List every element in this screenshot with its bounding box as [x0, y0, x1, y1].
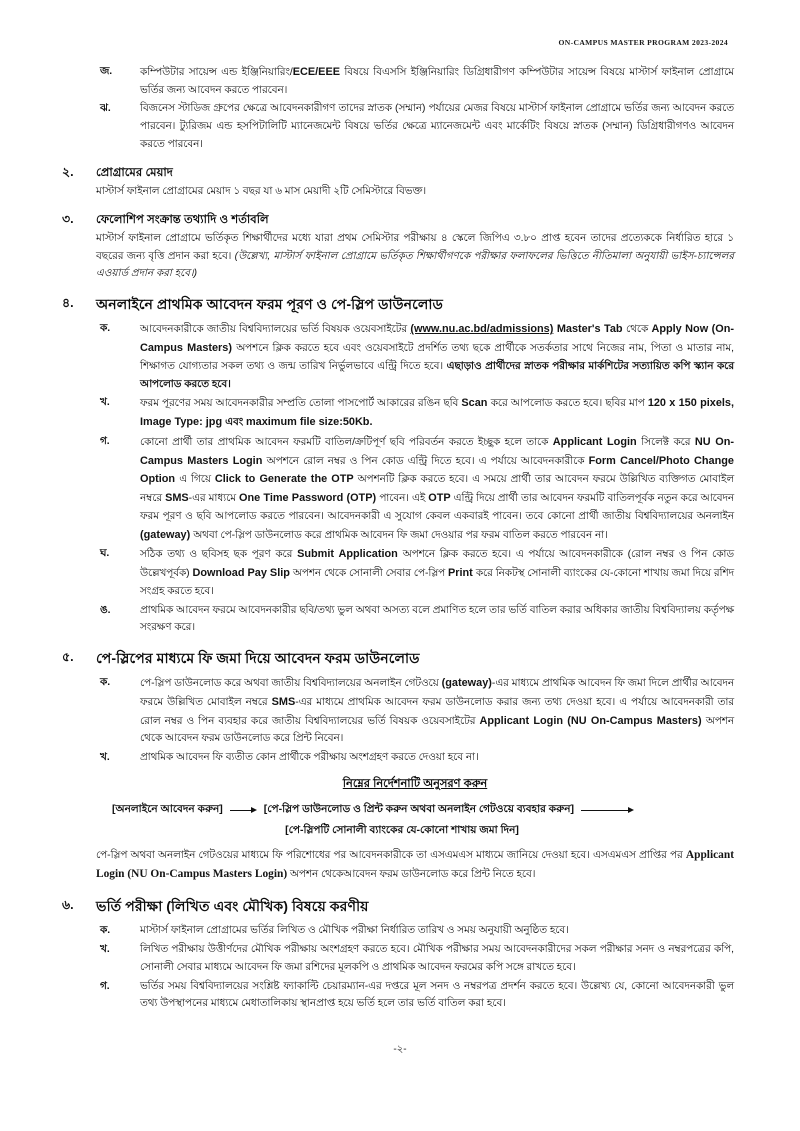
- section-paragraph: মাস্টার্স ফাইনাল প্রোগ্রামে ভর্তিকৃত শিক্ষার্থীদের মধ্যে যারা প্রথম সেমিস্টার পরীক্ষায় ৪ স্কেলে জিপিএ ৩.৮০ প্রাপ্ত হবেন তাদের প্রত্যেককে নির্ধারিত হারে ১ বছরের জন্য বৃত্তি প্রদান করা হবে। (উল্লেখ্য, মাস্টার্স ফাইনাল প্রোগ্রামে ভর্তিকৃত শিক্ষার্থীগণকে পরীক্ষার ফলাফলের ভিত্তিতে নীতিমালা অনুযায়ী ভাইস-চ্যান্সেলর এওয়ার্ড প্রদান করা হবে।): [96, 233, 735, 280]
- arrow-right-icon: [230, 807, 257, 813]
- flow-box-apply-online: [অনলাইনে আবেদন করুন]: [112, 802, 223, 815]
- item-text: বিজনেস স্টাডিজ গ্রুপের ক্ষেত্রে আবেদনকারীগণ তাদের স্নাতক (সম্মান) পর্যায়ের মেজর বিষয়ে মাস্টার্স ফাইনাল প্রোগ্রামে ভর্তির জন্য আবেদন করতে পারবেন। ট্যুরিজম এন্ড হসপিটালিটি ম্যানেজমেন্ট বিষয়ে ভর্তির ক্ষেত্রে ম্যানেজমেন্ট এবং মার্কেটিং বিষয়ে স্নাতক (সম্মান) ডিগ্রিধারীগণও আবেদন করতে পারবেন।: [140, 103, 734, 150]
- flow-box-download-payslip: [পে-স্লিপ ডাউনলোড ও প্রিন্ট করুন অথবা অনলাইন গেটওয়ে ব্যবহার করুন]: [263, 802, 574, 815]
- item-letter: ঝ.: [100, 103, 111, 115]
- list-item: [96, 674, 734, 748]
- arrow-right-icon: [581, 807, 634, 813]
- list-item: [96, 100, 734, 153]
- item-text: ফরম পূরণের সময় আবেদনকারীর সম্প্রতি তোলা পাসপোর্ট আকারের রঙিন ছবি Scan করে আপলোড করতে হবে। ছবির মাপ 120 x 150 pixels, Image Type: jpg এবং maximum file size:50Kb.: [140, 397, 734, 429]
- item-letter: ক.: [100, 677, 111, 689]
- list-item: [96, 433, 734, 544]
- section-title: পে-স্লিপের মাধ্যমে ফি জমা দিয়ে আবেদন ফরম ডাউনলোড: [96, 650, 420, 667]
- list-item: [96, 941, 734, 976]
- list-item: [96, 749, 734, 767]
- item-letter: গ.: [100, 980, 110, 992]
- section-title: অনলাইনে প্রাথমিক আবেদন ফরম পূরণ ও পে-স্লিপ ডাউনলোড: [96, 297, 443, 314]
- item-letter: ঘ.: [100, 548, 110, 560]
- section-fellowship: [62, 211, 734, 284]
- instruction-flowchart: [96, 775, 734, 840]
- section-paragraph: মাস্টার্স ফাইনাল প্রোগ্রামের মেয়াদ ১ বছর যা ৬ মাস মেয়াদী ২টি সেমিস্টারে বিভক্ত।: [96, 185, 427, 197]
- section-admission-test: [62, 897, 734, 920]
- section6-items: [62, 922, 734, 1013]
- list-item: [96, 922, 734, 940]
- section-title: ফেলোশিপ সংক্রান্ত তথ্যাদি ও শর্তাবলি: [96, 212, 269, 226]
- item-letter: জ.: [100, 66, 113, 77]
- item-letter: খ.: [100, 752, 110, 764]
- section-title: ভর্তি পরীক্ষা (লিখিত এবং মৌখিক) বিষয়ে করণীয়: [96, 899, 369, 916]
- list-item: [96, 63, 734, 99]
- section-body: [96, 230, 734, 283]
- list-item: [96, 394, 734, 432]
- list-item: [96, 602, 734, 637]
- section-number: ৩.: [62, 211, 74, 226]
- section-number: ২.: [62, 164, 74, 179]
- flowchart-note: [96, 846, 734, 885]
- item-text: মাস্টার্স ফাইনাল প্রোগ্রামের ভর্তির লিখিত ও মৌখিক পরীক্ষা নির্ধারিত তারিখ ও সময় অনুযায়ী অনুষ্ঠিত হবে।: [140, 925, 569, 937]
- section-title: প্রোগ্রামের মেয়াদ: [96, 165, 173, 179]
- flowchart-row-2: [96, 823, 734, 840]
- item-text: ভর্তির সময় বিশ্ববিদ্যালয়ের সংশ্লিষ্ট ফ্যাকাল্টি চেয়ারম্যান-এর দপ্তরে মূল সনদ ও নম্বরপত্র প্রদর্শন করতে হবে। উল্লেখ্য যে, কোনো আবেদনকারী ভুল তথ্য উপস্থাপনের মাধ্যমে মেধাতালিকায় স্থানপ্রাপ্ত হয়ে ভর্তি হলে তার ভর্তি বাতিল করা হবে।: [140, 980, 734, 1010]
- item-text: লিখিত পরীক্ষায় উত্তীর্ণদের মৌখিক পরীক্ষায় অংশগ্রহণ করতে হবে। মৌখিক পরীক্ষার সময় আবেদনকারীদের সকল পরীক্ষার সনদ ও নম্বরপত্রের কপি, সোনালী সেবার মাধ্যমে আবেদন ফি জমা রশিদের মূলকপি ও প্রাথমিক আবেদন ফরমের কপি সঙ্গে রাখতে হবে।: [140, 944, 734, 973]
- item-letter: ঙ.: [100, 604, 111, 616]
- page-number: -২-: [393, 1044, 407, 1055]
- item-letter: খ.: [100, 944, 110, 956]
- item-text: সঠিক তথ্য ও ছবিসহ ছক পূরণ করে Submit Application অপশনে ক্লিক করতে হবে। এ পর্যায়ে আবেদনকারীকে (রোল নম্বর ও পিন কোড উল্লেখপূর্বক) Download Pay Slip অপশন থেকে সোনালী সেবার পে-স্লিপ Print করে নিকটস্থ সোনালী ব্যাংকের যে-কোনো শাখায় জমা দিয়ে রশিদ সংগ্রহ করতে হবে।: [140, 548, 734, 597]
- item-letter: ক.: [100, 323, 111, 335]
- flowchart-note-text: পে-স্লিপ অথবা অনলাইন গেটওয়ের মাধ্যমে ফি পরিশোধের পর আবেদনকারীকে তা এসএমএস মাধ্যমে জানিয়ে দেওয়া হবে। এসএমএস প্রাপ্তির পর Applicant Login (NU On-Campus Masters Login) অপশন থেকেআবেদন ফরম ডাউনলোড করে প্রিন্ট নিতে হবে।: [96, 848, 734, 881]
- flow-box-submit-bank: [পে-স্লিপটি সোনালী ব্যাংকের যে-কোনো শাখায় জমা দিন]: [285, 823, 519, 836]
- list-item: [96, 320, 734, 393]
- section-number: ৫.: [62, 649, 74, 664]
- section-program-duration: [62, 164, 734, 201]
- item-text: প্রাথমিক আবেদন ফি ব্যতীত কোন প্রার্থীকে পরীক্ষায় অংশগ্রহণ করতে দেওয়া হবে না।: [140, 752, 479, 764]
- section-online-application: [62, 295, 734, 318]
- item-letter: ক.: [100, 925, 111, 937]
- running-header: ON-CAMPUS MASTER PROGRAM 2023-2024: [558, 38, 728, 47]
- section-payslip-download: [62, 649, 734, 672]
- item-text: পে-স্লিপ ডাউনলোড করে অথবা জাতীয় বিশ্ববিদ্যালয়ের অনলাইন গেটওয়ে (gateway)-এর মাধ্যমে প্রাথমিক আবেদন ফি জমা দিলে প্রার্থীর আবেদন ফরমে উল্লিখিত মোবাইল নম্বরে SMS-এর মাধ্যমে প্রাথমিক আবেদন ফরম ডাউনলোড করার জন্য তথ্য দেওয়া হবে। এ পর্যায়ে আবেদনকারী তার রোল নম্বর ও পিন ব্যবহার করে জাতীয় বিশ্ববিদ্যালয়ের ভর্তি বিষয়ক ওয়েবসাইটের Applicant Login (NU On-Campus Masters) অপশন থেকে আবেদন ফরম ডাউনলোড করে প্রিন্ট নিবেন।: [140, 677, 734, 745]
- page-content: [62, 38, 734, 1014]
- section-number: ৬.: [62, 898, 74, 913]
- flowchart-heading: নিম্নের নির্দেশনাটি অনুসরণ করুন: [342, 777, 488, 790]
- item-text: আবেদনকারীকে জাতীয় বিশ্ববিদ্যালয়ের ভর্তি বিষয়ক ওয়েবসাইটের (www.nu.ac.bd/admissions) Master's Tab থেকে Apply Now (On-Campus Masters) অপশনে ক্লিক করতে হবে এবং ওয়েবসাইটে প্রদর্শিত তথ্য ছকে প্রার্থীকে সতর্কতার সাথে নিজের নাম, পিতা ও মাতার নাম, শিক্ষাগত যোগ্যতার সকল তথ্য ও জন্ম তারিখ নির্ভুলভাবে এন্ট্রি দিতে হবে। এছাড়াও প্রার্থীদের স্নাতক পরীক্ষার মার্কশিটের সত্যায়িত কপি স্ক্যান করে আপলোড করতে হবে।: [140, 323, 734, 390]
- item-letter: গ.: [100, 435, 110, 447]
- item-text: কম্পিউটার সায়েন্স এন্ড ইঞ্জিনিয়ারিং/ECE/EEE বিষয়ে বিএসসি ইঞ্জিনিয়ারিং ডিগ্রিধারীগণ কম্পিউটার সায়েন্স বিষয়ে মাস্টার্স ফাইনাল প্রোগ্রামে ভর্তির জন্য আবেদন করতে পারবেন।: [140, 66, 734, 96]
- item-text: প্রাথমিক আবেদন ফরমে আবেদনকারীর ছবি/তথ্য ভুল অথবা অসত্য বলে প্রমাণিত হলে তার ভর্তি বাতিল করার অধিকার জাতীয় বিশ্ববিদ্যালয় কর্তৃপক্ষ সংরক্ষণ করে।: [140, 604, 734, 634]
- item-letter: খ.: [100, 397, 110, 409]
- section5-items: [62, 674, 734, 767]
- list-item: [96, 978, 734, 1013]
- section4-items: [62, 320, 734, 636]
- continued-items-list: [62, 63, 734, 154]
- list-item: [96, 545, 734, 600]
- section-body: [96, 183, 734, 201]
- flowchart-row-1: [96, 802, 734, 819]
- item-text: কোনো প্রার্থী তার প্রাথমিক আবেদন ফরমটি বাতিল/ক্রটিপূর্ণ ছবি পরিবর্তন করতে ইচ্ছুক হলে তাকে Applicant Login সিলেক্ট করে NU On-Campus Masters Login অপশনে রোল নম্বর ও পিন কোড এন্ট্রি দিতে হবে। এ পর্যায়ে আবেদনকারীকে Form Cancel/Photo Change Option এ গিয়ে Click to Generate the OTP অপশনটি ক্লিক করতে হবে। এ সময়ে প্রার্থী তার আবেদন ফরমে উল্লিখিত ব্যক্তিগত মোবাইল নম্বরে SMS-এর মাধ্যমে One Time Password (OTP) পাবেন। এই OTP এন্ট্রি দিয়ে প্রার্থী তার আবেদন ফরমটি বাতিলপূর্বক নতুন করে আবেদন ফরম পূরণ ও ছবি আপলোড করতে পারবেন। আবেদনকারী এ সুযোগ কেবল একবারই পাবেন। তবে কোনো প্রার্থী জাতীয় বিশ্ববিদ্যালয়ের অনলাইন (gateway) অথবা পে-স্লিপ ডাউনলোড করে প্রাথমিক আবেদন ফি জমা দেওয়ার পর ফরম বাতিল করতে পারবেন না।: [140, 435, 735, 541]
- section-number: ৪.: [62, 296, 74, 311]
